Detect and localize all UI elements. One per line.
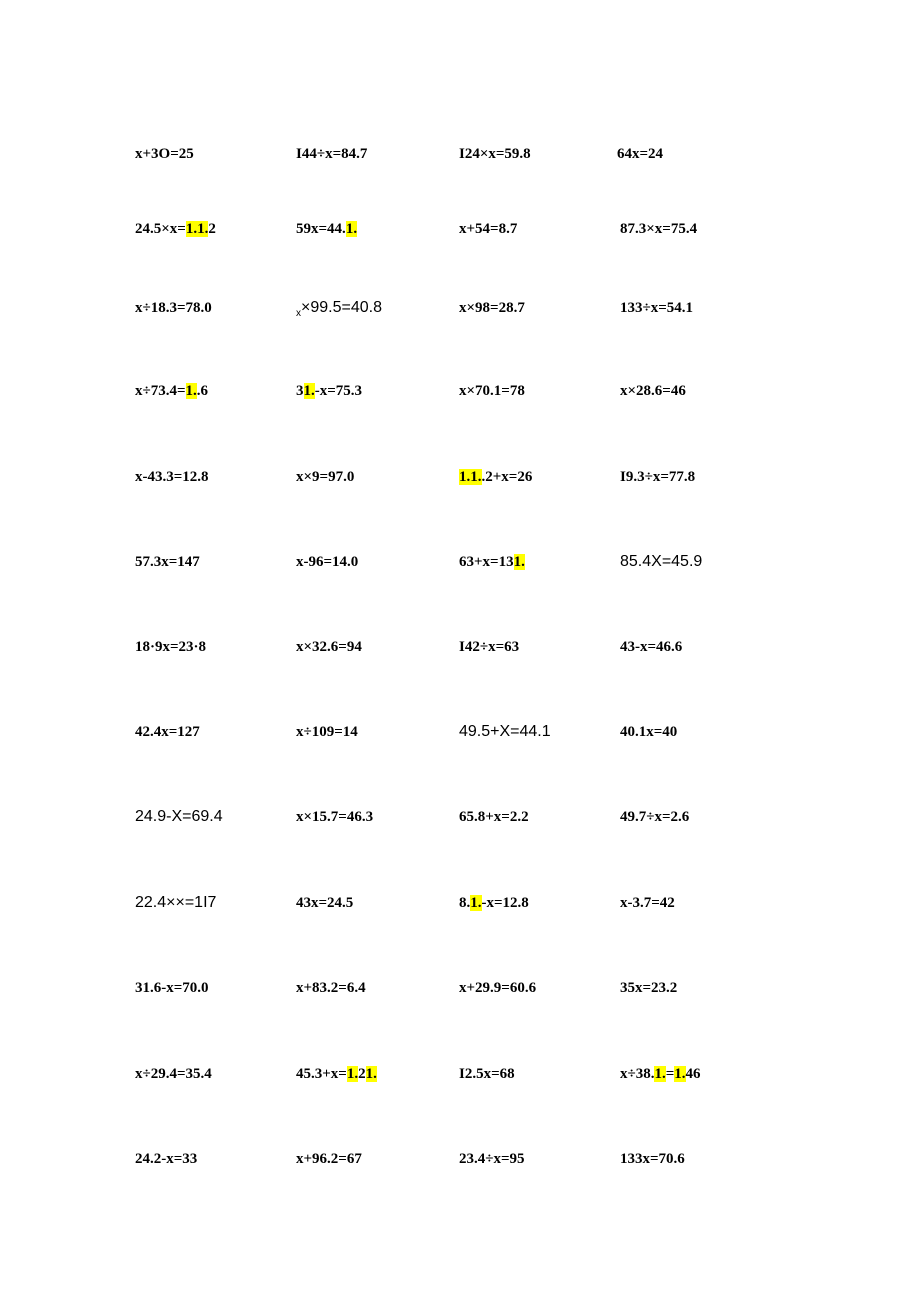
equation-text: x÷109=14 — [296, 724, 358, 740]
equation-text: .6 — [196, 383, 209, 399]
equation — [296, 552, 358, 572]
equation-text: 22.4××=1I7 — [135, 894, 217, 911]
equation-text: I24×x=59.8 — [459, 146, 531, 162]
equation — [620, 978, 677, 998]
equation — [459, 978, 536, 998]
equation-text: 2 — [208, 221, 216, 237]
equation — [620, 637, 682, 657]
highlighted-text: 1. — [674, 1066, 686, 1082]
equation-text: x-43.3=12.8 — [135, 469, 209, 485]
equation — [135, 637, 206, 657]
equation-text: x+29.9=60.6 — [459, 980, 537, 996]
equation-row — [0, 219, 920, 243]
equation-text: 133x=70.6 — [620, 1151, 685, 1167]
equation-text: ×99.5=40.8 — [301, 299, 382, 316]
equation-text: x÷73.4= — [135, 383, 186, 399]
equation — [296, 722, 358, 742]
equation-text: x÷18.3=78.0 — [135, 300, 212, 316]
equation-text: 43-x=46.6 — [620, 639, 683, 655]
equation — [135, 219, 216, 239]
equation-row — [0, 637, 920, 661]
highlighted-text: 1. — [513, 554, 525, 570]
equation — [135, 381, 208, 401]
equation — [459, 381, 525, 401]
equation-text: 85.4X=45.9 — [620, 553, 703, 570]
equation-text: x÷38. — [620, 1066, 655, 1082]
equation — [459, 722, 551, 742]
equation — [459, 807, 529, 827]
equation-text: x×28.6=46 — [620, 383, 686, 399]
equation-text: I9.3÷x=77.8 — [620, 469, 696, 485]
equation-text: 57.3x=147 — [135, 554, 200, 570]
equation-text: -x=75.3 — [314, 383, 363, 399]
equation-text: 46 — [685, 1066, 701, 1082]
equation-text: x+54=8.7 — [459, 221, 518, 237]
highlighted-text: 1. — [365, 1066, 377, 1082]
equation-text: 49.5+X=44.1 — [459, 723, 551, 740]
equation — [296, 381, 362, 401]
equation-text: x+83.2=6.4 — [296, 980, 366, 996]
equation — [135, 893, 216, 913]
equation — [135, 552, 200, 572]
equation-text: 8. — [459, 895, 471, 911]
equation — [296, 144, 367, 164]
equation-text: I2.5x=68 — [459, 1066, 515, 1082]
equation-text: x×15.7=46.3 — [296, 809, 374, 825]
equation — [135, 467, 209, 487]
equation — [135, 807, 223, 827]
equation-text: 49.7÷x=2.6 — [620, 809, 690, 825]
equation-text: I42÷x=63 — [459, 639, 520, 655]
equation-row — [0, 552, 920, 576]
equation — [296, 1149, 362, 1169]
equation — [620, 722, 677, 742]
equation-text: x-3.7=42 — [620, 895, 675, 911]
equation — [459, 298, 525, 318]
equation-row — [0, 144, 920, 168]
equation — [296, 978, 366, 998]
equation — [135, 144, 194, 164]
equation-row — [0, 1149, 920, 1173]
equation-row — [0, 467, 920, 491]
equation — [459, 893, 529, 913]
equation-row — [0, 807, 920, 831]
equation — [135, 978, 209, 998]
equation — [459, 467, 532, 487]
equation-text: 87.3×x=75.4 — [620, 221, 698, 237]
equation — [296, 893, 353, 913]
equation — [135, 1064, 212, 1084]
equation — [620, 219, 697, 239]
equation-text: x×9=97.0 — [296, 469, 355, 485]
highlighted-text: 1.1. — [185, 221, 209, 237]
equation — [296, 298, 382, 324]
equation-row — [0, 298, 920, 322]
equation-text: x÷29.4=35.4 — [135, 1066, 212, 1082]
equation — [620, 381, 686, 401]
equation-text: x-96=14.0 — [296, 554, 359, 570]
highlighted-text: 1.1. — [459, 469, 482, 485]
equation — [296, 1064, 377, 1084]
equation — [459, 552, 525, 572]
equation — [620, 467, 695, 487]
equation-text: 35x=23.2 — [620, 980, 678, 996]
equation — [459, 144, 531, 164]
equation — [296, 807, 373, 827]
equation — [617, 144, 663, 164]
highlighted-text: 1. — [185, 383, 197, 399]
equation-text: 31.6-x=70.0 — [135, 980, 209, 996]
equation-text: 43x=24.5 — [296, 895, 354, 911]
equation-text: x+96.2=67 — [296, 1151, 362, 1167]
equation-text: I44÷x=84.7 — [296, 146, 368, 162]
equation-row — [0, 978, 920, 1002]
equation — [296, 219, 357, 239]
highlighted-text: 1. — [470, 895, 482, 911]
equation-row — [0, 381, 920, 405]
equation — [135, 722, 200, 742]
equation-text: x+3O=25 — [135, 146, 194, 162]
equation — [620, 298, 693, 318]
equation — [135, 1149, 197, 1169]
equation — [459, 1149, 525, 1169]
highlighted-text: 1. — [654, 1066, 666, 1082]
equation-text: 59x=44. — [296, 221, 346, 237]
equation-text: 40.1x=40 — [620, 724, 678, 740]
highlighted-text: 1. — [303, 383, 315, 399]
equation-row — [0, 893, 920, 917]
equation — [459, 219, 517, 239]
equation-text: x×70.1=78 — [459, 383, 525, 399]
equation — [620, 807, 689, 827]
equation-text: -x=12.8 — [481, 895, 529, 911]
equation-text: 18·9x=23·8 — [135, 639, 207, 655]
equation-text: 42.4x=127 — [135, 724, 200, 740]
highlighted-text: 1. — [345, 221, 358, 237]
equation — [459, 1064, 515, 1084]
equation-text: 23.4÷x=95 — [459, 1151, 525, 1167]
equation-text: 65.8+x=2.2 — [459, 809, 529, 825]
equation-text: 24.9-X=69.4 — [135, 808, 223, 825]
equation-text: 24.5×x= — [135, 221, 186, 237]
equation — [620, 1149, 685, 1169]
equation — [620, 552, 702, 572]
equation-row — [0, 1064, 920, 1088]
equation-text: = — [665, 1066, 675, 1082]
equation — [135, 298, 212, 318]
equation — [296, 637, 362, 657]
equation-text: 64x=24 — [617, 146, 664, 162]
equation-text: 63+x=13 — [459, 554, 514, 570]
equation-row — [0, 722, 920, 746]
equation-text: 24.2-x=33 — [135, 1151, 198, 1167]
equation-text: x×98=28.7 — [459, 300, 525, 316]
equation — [620, 893, 675, 913]
equation — [620, 1064, 701, 1084]
equation — [296, 467, 354, 487]
equation — [459, 637, 519, 657]
equation-text: 3 — [296, 383, 304, 399]
equation-text: 133÷x=54.1 — [620, 300, 694, 316]
equation-text: x×32.6=94 — [296, 639, 362, 655]
equation-text: .2+x=26 — [481, 469, 533, 485]
equation-text: 45.3+x= — [296, 1066, 347, 1082]
equation-text: 2 — [358, 1066, 366, 1082]
equation-text: x — [296, 308, 301, 319]
highlighted-text: 1. — [346, 1066, 359, 1082]
